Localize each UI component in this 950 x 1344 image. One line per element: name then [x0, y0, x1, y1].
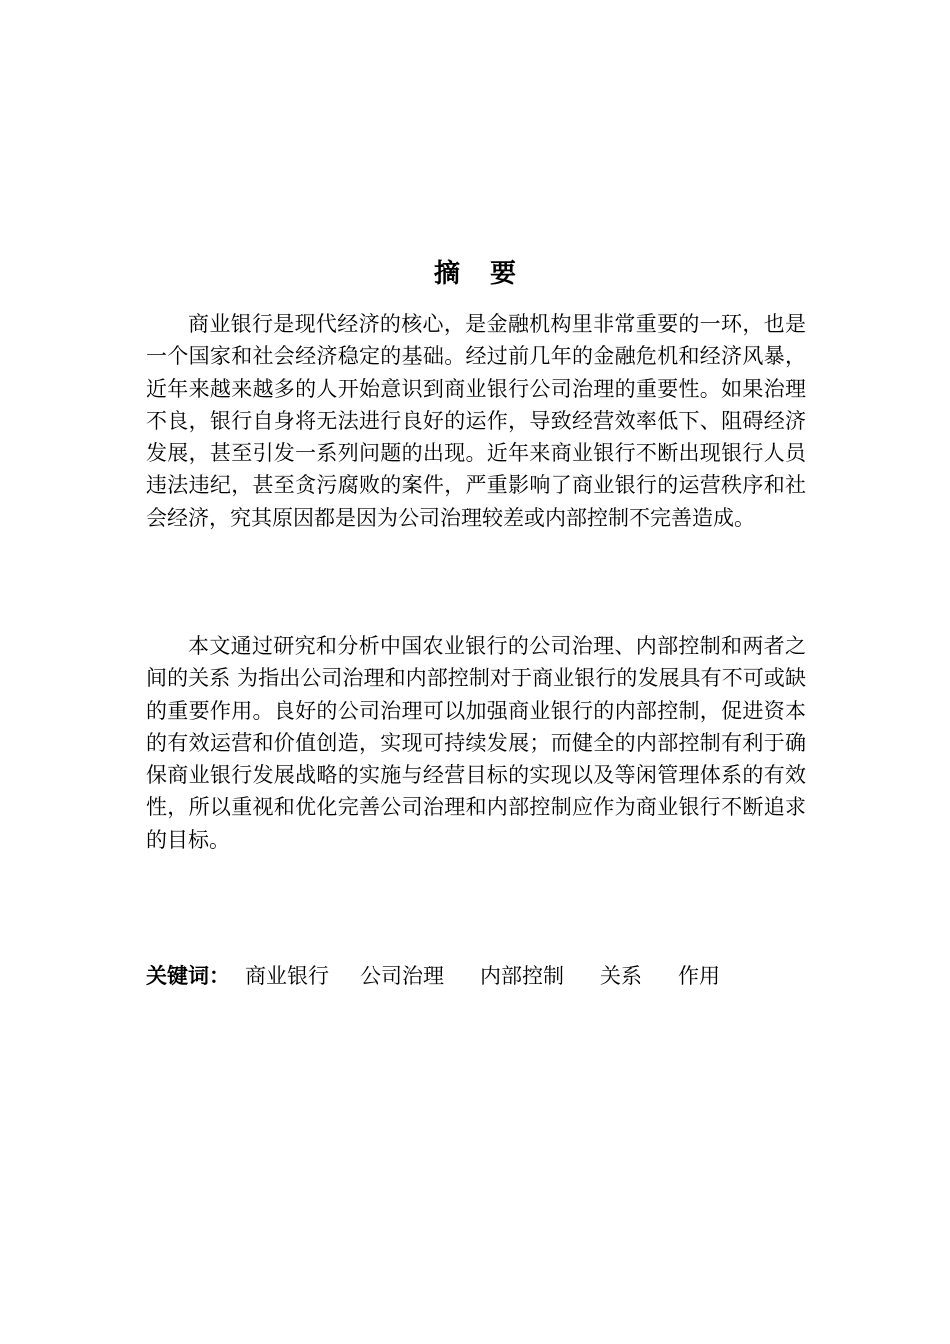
keyword-item: 作用	[678, 964, 720, 988]
keywords-line	[146, 960, 826, 992]
keyword-item: 内部控制	[480, 964, 564, 988]
abstract-paragraph-2-container	[146, 630, 806, 856]
abstract-title: 摘要	[433, 259, 546, 289]
keywords-label: 关键词：	[146, 964, 230, 988]
abstract-paragraph: 本文通过研究和分析中国农业银行的公司治理、内部控制和两者之间的关系 为指出公司治理和内部控制对于商业银行的发展具有不可或缺的重要作用。良好的公司治理可以加强商业银行的内部控制，促进资本的有效运营和价值创造，实现可持续发展；而健全的内部控制有利于确保商业银行发展战略的实施与经营目标的实现以及等闲管理体系的有效性，所以重视和优化完善公司治理和内部控制应作为商业银行不断追求的目标。	[146, 634, 806, 852]
keyword-item: 商业银行	[245, 964, 329, 988]
keyword-item: 公司治理	[360, 964, 444, 988]
abstract-paragraph: 商业银行是现代经济的核心，是金融机构里非常重要的一环，也是一个国家和社会经济稳定的基础。经过前几年的金融危机和经济风暴，近年来越来越多的人开始意识到商业银行公司治理的重要性。如果治理不良，银行自身将无法进行良好的运作，导致经营效率低下、阻碍经济发展，甚至引发一系列问题的出现。近年来商业银行不断出现银行人员违法违纪，甚至贪污腐败的案件，严重影响了商业银行的运营秩序和社会经济，究其原因都是因为公司治理较差或内部控制不完善造成。	[146, 312, 806, 530]
abstract-paragraph-1-container	[146, 308, 806, 534]
keyword-item: 关系	[600, 964, 642, 988]
